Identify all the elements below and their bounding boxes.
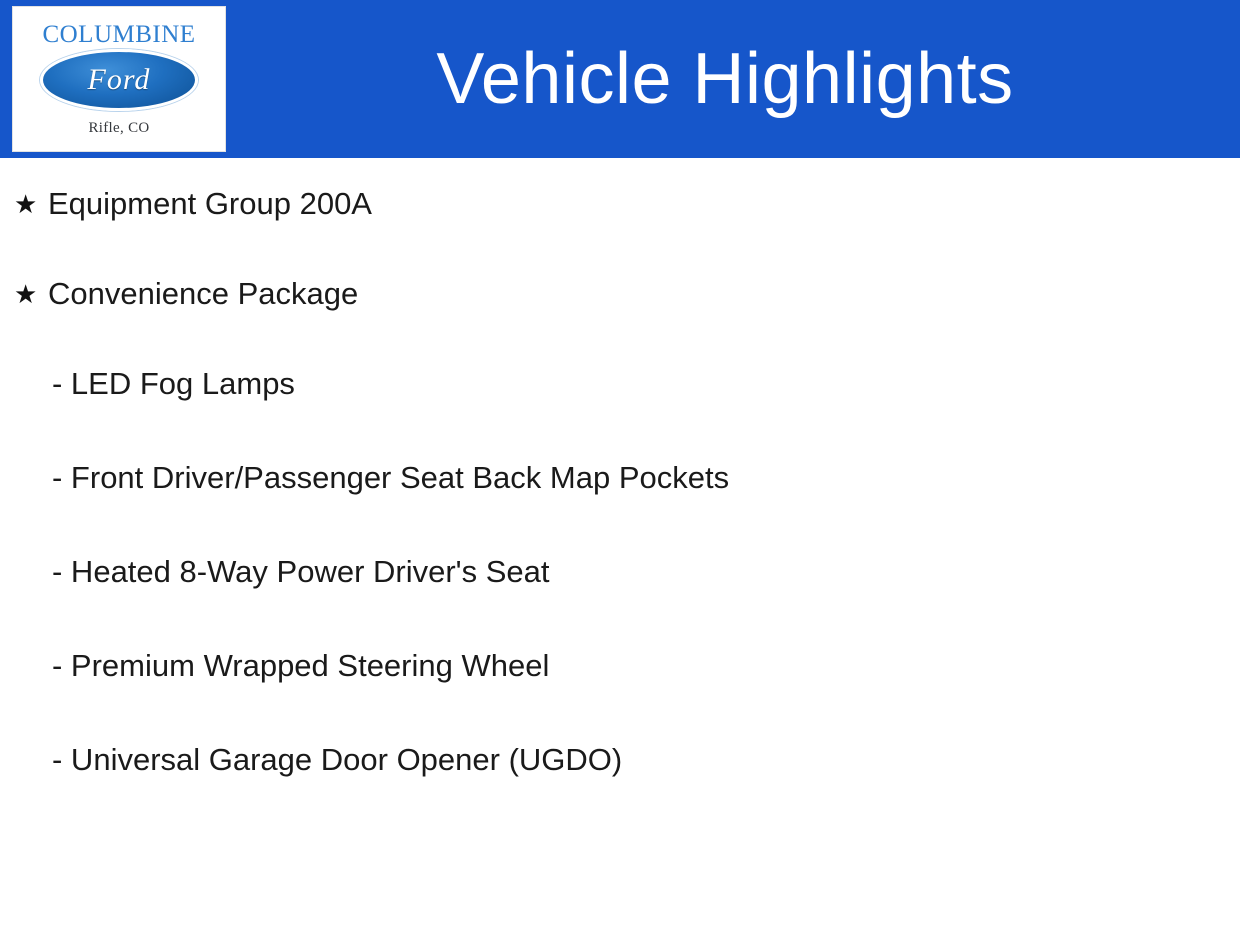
dealer-logo (12, 6, 226, 152)
list-item (0, 184, 1240, 224)
list-item-label: Equipment Group 200A (48, 186, 372, 221)
star-icon: ★ (14, 279, 38, 309)
list-item-label: Convenience Package (48, 276, 359, 311)
page-title: Vehicle Highlights (436, 39, 1014, 119)
list-item (0, 274, 1240, 314)
sub-list-item: - LED Fog Lamps (52, 366, 295, 401)
sub-list-item: - Premium Wrapped Steering Wheel (52, 648, 550, 683)
ford-oval-icon (40, 49, 198, 111)
highlights-list (0, 158, 1240, 780)
sub-list-item: - Universal Garage Door Opener (UGDO) (52, 742, 623, 777)
slide-header (0, 0, 1240, 158)
sub-list-item: - Heated 8-Way Power Driver's Seat (52, 554, 550, 589)
logo-brand-script: Ford (87, 62, 151, 96)
logo-location: Rifle, CO (88, 119, 150, 136)
logo-brand-top: COLUMBINE (42, 20, 196, 48)
sub-list-item: - Front Driver/Passenger Seat Back Map Pockets (52, 460, 730, 495)
star-icon: ★ (14, 189, 38, 219)
